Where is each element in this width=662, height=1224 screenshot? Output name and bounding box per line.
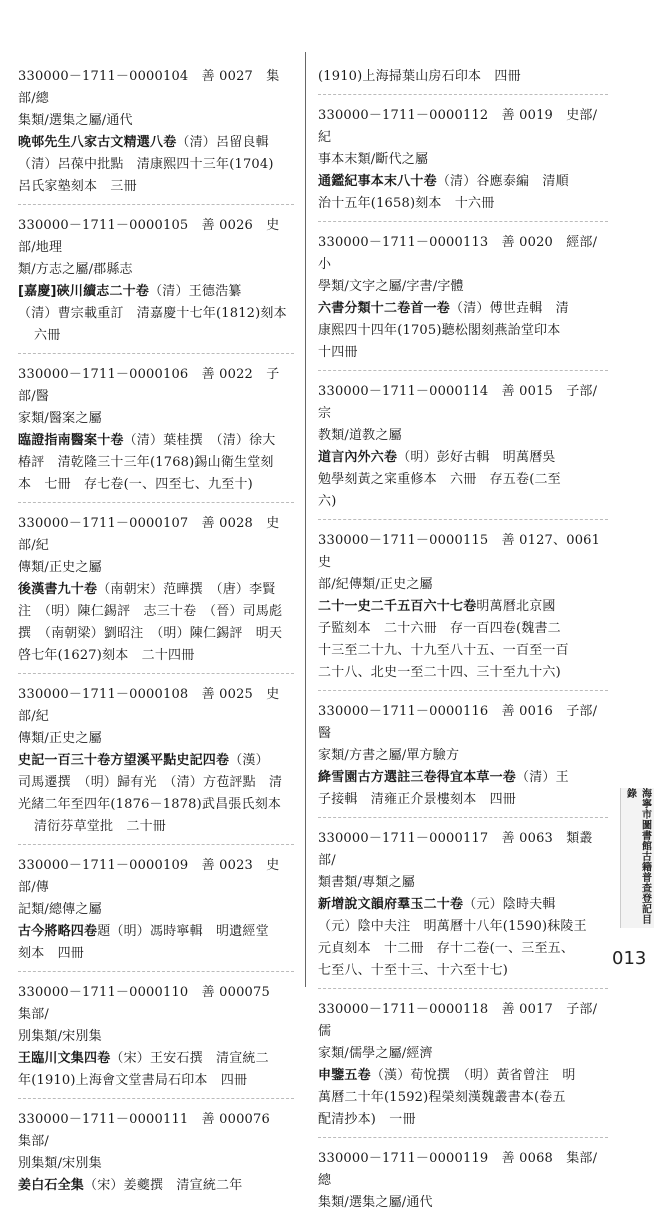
- entry-detail: （清）葉桂撰 （清）徐大: [123, 433, 276, 448]
- entry-detail: （清）曹宗載重訂 清嘉慶十七年(1812)刻本: [18, 306, 287, 321]
- entry-title: 新增說文韻府羣玉二十卷: [318, 897, 464, 912]
- catalog-entry: [318, 232, 608, 371]
- entry-title: 姜白石全集: [18, 1178, 85, 1193]
- entry-divider: [318, 221, 608, 222]
- catalog-entry: [318, 999, 608, 1138]
- entry-detail: 題（明）馮時寧輯 明遺經堂: [97, 924, 269, 939]
- entry-category: 集類/選集之屬/通代: [318, 1195, 433, 1210]
- entry-detail: （清）呂留良輯: [176, 135, 269, 150]
- entry-title: [嘉慶]硤川續志二十卷: [18, 284, 150, 299]
- entry-detail: 明萬曆北京國: [476, 599, 556, 614]
- entry-code: 330000－1711－0000109 善 0023 史部/傳: [18, 858, 280, 895]
- entry-detail: 治十五年(1658)刻本 十六冊: [318, 196, 495, 211]
- entry-category: 類/方志之屬/郡縣志: [18, 262, 133, 277]
- entry-divider: [318, 370, 608, 371]
- entry-detail: 刻本 四冊: [18, 946, 85, 961]
- entry-detail: （漢）: [229, 753, 269, 768]
- entry-detail: （元）陰中夫注 明萬曆十八年(1590)秣陵王: [318, 919, 587, 934]
- entry-code: 330000－1711－0000117 善 0063 類叢部/: [318, 831, 593, 868]
- entry-divider: [318, 817, 608, 818]
- entry-detail: （清）傅世垚輯 清: [450, 301, 569, 316]
- entry-divider: [18, 673, 294, 674]
- entry-divider: [318, 519, 608, 520]
- entry-code: 330000－1711－0000118 善 0017 子部/儒: [318, 1002, 598, 1039]
- catalog-entry: [18, 684, 294, 845]
- entry-category: 學類/文字之屬/字書/字體: [318, 279, 464, 294]
- catalog-entry: [318, 1148, 608, 1214]
- entry-title: 道言內外六卷: [318, 450, 398, 465]
- catalog-entry: [318, 381, 608, 520]
- entry-title: 通鑑紀事本末八十卷: [318, 174, 437, 189]
- entry-divider: [18, 844, 294, 845]
- entry-divider: [318, 690, 608, 691]
- entry-detail: 椿評 清乾隆三十三年(1768)錫山衛生堂刻: [18, 455, 274, 470]
- entry-detail: （明）彭好古輯 明萬曆吳: [397, 450, 556, 465]
- entry-detail: 七至八、十至十三、十六至十七): [318, 963, 509, 978]
- entry-category: 傳類/正史之屬: [18, 731, 102, 746]
- entry-code: 330000－1711－0000113 善 0020 經部/小: [318, 235, 598, 272]
- entry-code: 330000－1711－0000108 善 0025 史部/紀: [18, 687, 280, 724]
- entry-detail: （清）王: [516, 770, 569, 785]
- entry-code: 330000－1711－0000119 善 0068 集部/總: [318, 1151, 598, 1188]
- entry-divider: [18, 971, 294, 972]
- entry-detail: 司馬遷撰 （明）歸有光 （清）方苞評點 清: [18, 775, 283, 790]
- entry-category: 家類/醫案之屬: [18, 411, 102, 426]
- entry-detail: （元）陰時夫輯: [463, 897, 556, 912]
- right-column: [318, 66, 614, 1224]
- catalog-entry: [18, 215, 294, 354]
- entry-detail: (1910)上海掃葉山房石印本 四冊: [318, 69, 521, 84]
- entry-detail: （漢）荀悅撰 （明）黃省曾注 明: [370, 1068, 576, 1083]
- entry-title: 王臨川文集四卷: [18, 1051, 111, 1066]
- entry-title: 史記一百三十卷方望溪平點史記四卷: [18, 753, 230, 768]
- entry-detail: 萬曆二十年(1592)程榮刻漢魏叢書本(卷五: [318, 1090, 566, 1105]
- catalog-entry: [318, 828, 608, 989]
- entry-title: 六書分類十二卷首一卷: [318, 301, 451, 316]
- entry-code: 330000－1711－0000105 善 0026 史部/地理: [18, 218, 280, 255]
- catalog-entry: [18, 1109, 294, 1197]
- entry-code: 330000－1711－0000106 善 0022 子部/醫: [18, 367, 280, 404]
- entry-detail: 二十八、北史一至二十四、三十至九十六): [318, 665, 561, 680]
- entry-detail: 配清抄本) 一冊: [318, 1112, 416, 1127]
- entry-detail: 清衍芬草堂批 二十冊: [34, 819, 167, 834]
- catalog-entry: [18, 855, 294, 972]
- entry-detail: 年(1910)上海會文堂書局石印本 四冊: [18, 1073, 248, 1088]
- catalog-entry: [18, 66, 294, 205]
- entry-title: 絳雪園古方選註三卷得宜本草一卷: [318, 770, 517, 785]
- column-divider: [305, 52, 306, 987]
- page-number: 013: [612, 948, 647, 969]
- entry-divider: [18, 502, 294, 503]
- entry-divider: [318, 988, 608, 989]
- entry-category: 記類/總傳之屬: [18, 902, 102, 917]
- entry-category: 集類/選集之屬/通代: [18, 113, 133, 128]
- entry-category: 教類/道教之屬: [318, 428, 402, 443]
- entry-divider: [18, 204, 294, 205]
- entry-category: 家類/儒學之屬/經濟: [318, 1046, 433, 1061]
- entry-title: 古今將略四卷: [18, 924, 98, 939]
- entry-divider: [18, 1098, 294, 1099]
- entry-title: 二十一史二千五百六十七卷: [318, 599, 477, 614]
- entry-detail: 十三至二十九、十九至八十五、一百至一百: [318, 643, 569, 658]
- entry-detail: （清）呂葆中批點 清康熙四十三年(1704): [18, 157, 274, 172]
- catalog-entry-continuation: [318, 66, 608, 95]
- entry-category: 家類/方書之屬/單方驗方: [318, 748, 460, 763]
- entry-category: 別集類/宋別集: [18, 1029, 102, 1044]
- entry-divider: [318, 1137, 608, 1138]
- entry-detail: 元貞刻本 十二冊 存十二卷(一、三至五、: [318, 941, 575, 956]
- entry-code: 330000－1711－0000114 善 0015 子部/宗: [318, 384, 598, 421]
- entry-category: 部/紀傳類/正史之屬: [318, 577, 433, 592]
- entry-detail: （清）谷應泰編 清順: [436, 174, 569, 189]
- entry-detail: 呂氏家塾刻本 三冊: [18, 179, 137, 194]
- entry-detail: 康熙四十四年(1705)聽松閣刻燕詒堂印本: [318, 323, 561, 338]
- entry-detail: （宋）王安石撰 清宣統二: [110, 1051, 269, 1066]
- entry-detail: 十四冊: [318, 345, 358, 360]
- catalog-entry: [18, 982, 294, 1099]
- entry-category: 類書類/專類之屬: [318, 875, 415, 890]
- catalog-entry: [18, 364, 294, 503]
- entry-code: 330000－1711－0000104 善 0027 集部/總: [18, 69, 280, 106]
- entry-detail: 六): [318, 494, 337, 509]
- entry-detail: （南朝宋）范曄撰 （唐）李賢: [97, 582, 276, 597]
- entry-divider: [18, 353, 294, 354]
- entry-code: 330000－1711－0000115 善 0127、0061 史: [318, 533, 614, 570]
- entry-detail: 子接輯 清雍正介景樓刻本 四冊: [318, 792, 517, 807]
- entry-category: 別集類/宋別集: [18, 1156, 102, 1171]
- entry-detail: 撰 （南朝梁）劉昭注 （明）陳仁錫評 明天: [18, 626, 283, 641]
- entry-code: 330000－1711－0000110 善 000075 集部/: [18, 985, 284, 1022]
- entry-detail: （清）王德浩纂: [149, 284, 242, 299]
- entry-detail: （宋）姜夔撰 清宣統二年: [84, 1178, 243, 1193]
- entry-code: 330000－1711－0000107 善 0028 史部/紀: [18, 516, 280, 553]
- entry-category: 事本末類/斷代之屬: [318, 152, 429, 167]
- entry-detail: 勉學刻黃之寀重修本 六冊 存五卷(二至: [318, 472, 561, 487]
- catalog-entry: [318, 701, 608, 818]
- entry-category: 傳類/正史之屬: [18, 560, 102, 575]
- entry-code: 330000－1711－0000112 善 0019 史部/紀: [318, 108, 598, 145]
- entry-title: 申鑒五卷: [318, 1068, 371, 1083]
- entry-divider: [318, 94, 608, 95]
- entry-title: 後漢書九十卷: [18, 582, 98, 597]
- catalog-entry: [318, 105, 608, 222]
- entry-detail: 注 （明）陳仁錫評 志三十卷 （晉）司馬彪: [18, 604, 283, 619]
- entry-title: 晚邨先生八家古文精選八卷: [18, 135, 177, 150]
- side-tab-label: 海寧市圖書館古籍普查登記目錄: [620, 788, 654, 928]
- left-column: [18, 66, 294, 1207]
- entry-detail: 啓七年(1627)刻本 二十四冊: [18, 648, 195, 663]
- entry-code: 330000－1711－0000111 善 000076 集部/: [18, 1112, 284, 1149]
- catalog-entry: [18, 513, 294, 674]
- entry-detail: 本 七冊 存七卷(一、四至七、九至十): [18, 477, 253, 492]
- entry-detail: 六冊: [34, 328, 61, 343]
- catalog-entry: [318, 530, 614, 691]
- entry-detail: 子監刻本 二十六冊 存一百四卷(魏書二: [318, 621, 561, 636]
- entry-code: 330000－1711－0000116 善 0016 子部/醫: [318, 704, 598, 741]
- entry-detail: 光緒二年至四年(1876－1878)武昌張氏刻本: [18, 797, 282, 812]
- entry-title: 臨證指南醫案十卷: [18, 433, 124, 448]
